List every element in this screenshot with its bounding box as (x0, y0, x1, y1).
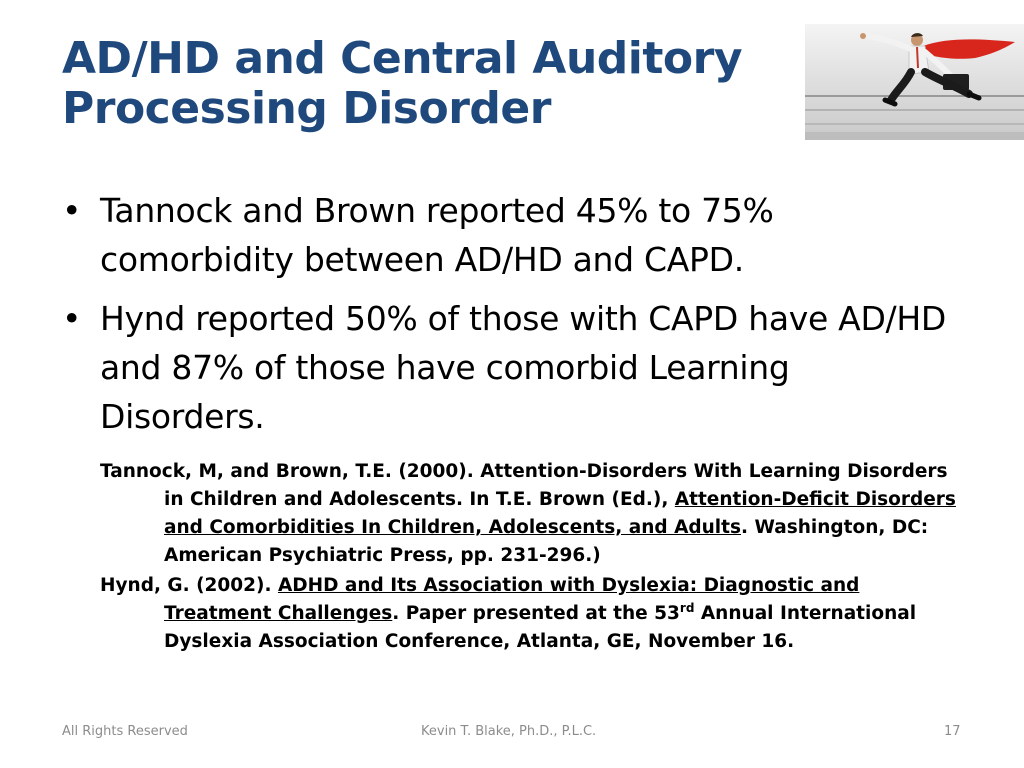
reference-2-middle: . Paper presented at the 53 (392, 603, 680, 624)
footer-rights: All Rights Reserved (62, 724, 188, 739)
bullet-text: Tannock and Brown reported 45% to 75% comorbidity between AD/HD and CAPD. (100, 191, 774, 279)
bullet-item-1 (62, 186, 962, 284)
reference-1-book-title: Attention-Deficit Disorders and Comorbidities In Children, Adolescents, and Adults (164, 489, 956, 538)
references (100, 458, 970, 658)
bullet-marker: • (62, 191, 82, 230)
superhero-businessman-illustration (805, 24, 1024, 140)
reference-1-prefix: Tannock, M, and Brown, T.E. (2000). Attention-Disorders With Learning Disorders in Children and Adolescents. In T.E. Brown (Ed.), (100, 461, 948, 510)
reference-2-paper-title: ADHD and Its Association with Dyslexia: Diagnostic and Treatment Challenges (164, 575, 860, 624)
reference-hynd (100, 572, 970, 656)
slide-number: 17 (944, 724, 961, 739)
bullet-list (62, 186, 962, 451)
bullet-text: Hynd reported 50% of those with CAPD have AD/HD and 87% of those have comorbid Learning Disorders. (100, 299, 946, 436)
reference-tannock-brown (100, 458, 970, 570)
title-line-1: AD/HD and Central Auditory (62, 33, 743, 84)
bullet-marker: • (62, 299, 82, 338)
slide-title (62, 34, 782, 134)
superhero-businessman-image (805, 24, 1024, 140)
footer-author: Kevin T. Blake, Ph.D., P.L.C. (421, 724, 597, 739)
title-line-2: Processing Disorder (62, 83, 551, 134)
bullet-item-2 (62, 294, 962, 441)
reference-1-suffix: . Washington, DC: American Psychiatric Press, pp. 231-296.) (164, 517, 929, 566)
reference-2-suffix: Annual International Dyslexia Association Conference, Atlanta, GE, November 16. (164, 603, 917, 652)
reference-2-ordinal: rd (679, 601, 695, 615)
reference-2-prefix: Hynd, G. (2002). (100, 575, 278, 596)
